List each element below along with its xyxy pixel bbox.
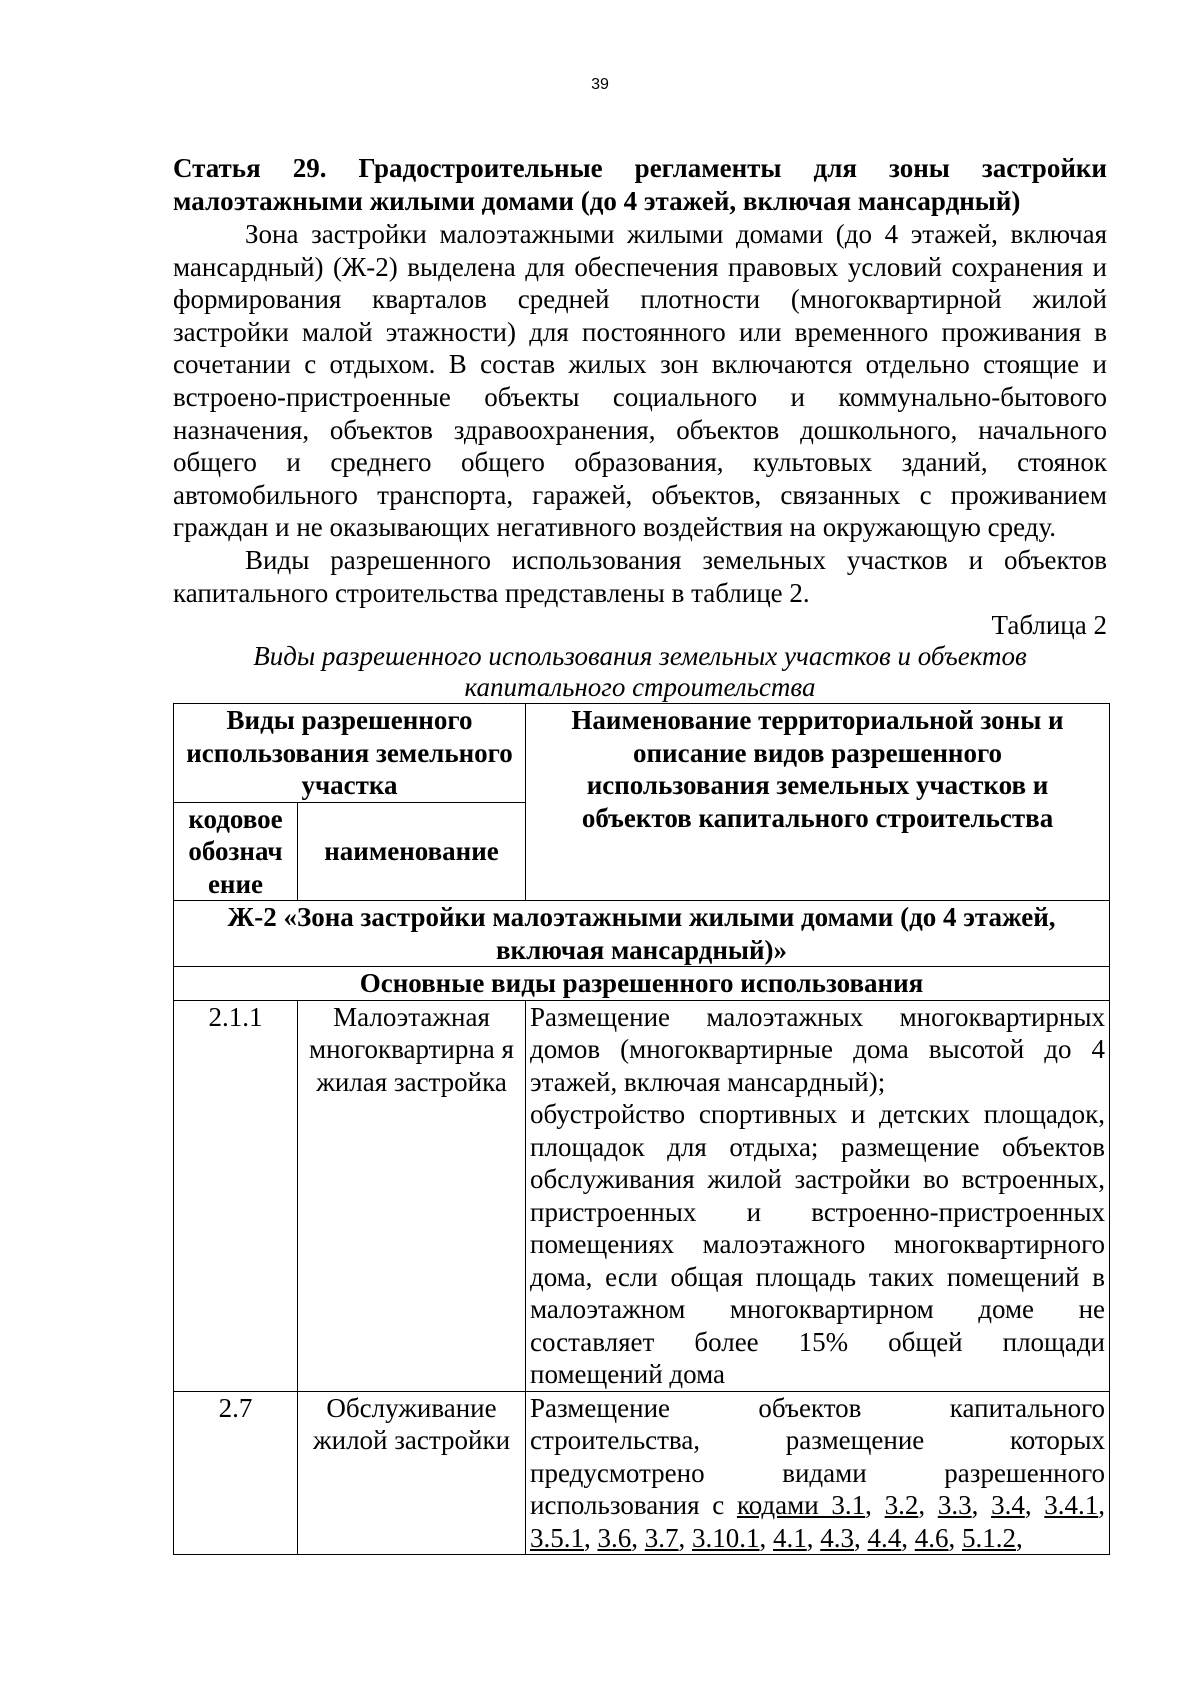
section-title: Основные виды разрешенного использования xyxy=(174,967,1110,1001)
section-title-row xyxy=(174,967,1110,1001)
header-description: Наименование территориальной зоны и описание видов разрешенного использования земельных участков и объектов капитального строительства xyxy=(526,704,1110,901)
code-reference-link[interactable]: 4.3 xyxy=(820,1522,855,1553)
table-row xyxy=(174,1391,1110,1555)
code-reference-list: кодами 3.1, 3.2, 3.3, 3.4, 3.4.1, 3.5.1, 3.6, 3.7, 3.10.1, 4.1, 4.3, 4.4, 4.6, 5.1.2, xyxy=(530,1490,1106,1553)
row-description-prefix: Размещение объектов капитального строительства, размещение которых предусмотрено видами разрешенного использования с xyxy=(530,1392,1106,1521)
code-reference-link[interactable]: 3.10.1 xyxy=(692,1522,760,1553)
article-title: Статья 29. Градостроительные регламенты для зоны застройки малоэтажными жилыми домами (до 4 этажей, включая мансардный) xyxy=(173,153,1107,216)
table-header-row xyxy=(174,704,1110,803)
code-reference-link[interactable]: 3.4 xyxy=(991,1490,1025,1521)
code-reference-link[interactable]: кодами 3.1 xyxy=(736,1490,866,1521)
page-number: 39 xyxy=(591,76,609,93)
code-reference-link[interactable]: 4.4 xyxy=(867,1522,902,1553)
code-reference-link[interactable]: 3.4.1 xyxy=(1044,1490,1099,1521)
header-name: наименование xyxy=(298,802,526,901)
zone-title: Ж-2 «Зона застройки малоэтажными жилыми домами (до 4 этажей, включая мансардный)» xyxy=(174,901,1110,967)
code-reference-link[interactable]: 3.3 xyxy=(937,1490,972,1521)
table-caption: Виды разрешенного использования земельных участков и объектов капитального строительства xyxy=(253,641,1027,703)
code-reference-link[interactable]: 3.5.1 xyxy=(530,1522,585,1553)
article-paragraph-1: Зона застройки малоэтажными жилыми домами (до 4 этажей, включая мансардный) (Ж-2) выделена для обеспечения правовых условий сохранения и формирования кварталов средней плотности (многоквартирной жилой застройки малой этажности) для постоянного или временного проживания в сочетании с отдыхом. В состав жилых зон включаются отдельно стоящие и встроено-пристроенные объекты социального и коммунально-бытового назначения, объектов здравоохранения, объектов дошкольного, начального общего и среднего общего образования, культовых зданий, стоянок автомобильного транспорта, гаражей, объектов, связанных с проживанием граждан и не оказывающих негативного воздействия на окружающую среду. xyxy=(173,219,1107,543)
code-reference-link[interactable]: 4.1 xyxy=(773,1522,807,1553)
code-reference-link[interactable]: 4.6 xyxy=(914,1522,949,1553)
article-paragraph-2: Виды разрешенного использования земельных участков и объектов капитального строительства представлены в таблице 2. xyxy=(173,544,1107,608)
row-description-part-2: обустройство спортивных и детских площадок, площадок для отдыха; размещение объектов обслуживания жилой застройки во встроенных, пристроенных и встроенно-пристроенных помещениях малоэтажного многоквартирного дома, если общая площадь таких помещений в малоэтажном многоквартирном доме не составляет более 15% общей площади помещений дома xyxy=(530,1099,1106,1390)
header-permitted-use-group: Виды разрешенного использования земельного участка xyxy=(174,704,526,803)
zone-title-row xyxy=(174,901,1110,967)
row-name: Обслуживание жилой застройки xyxy=(298,1391,526,1555)
header-code: кодовое обознач ение xyxy=(174,802,298,901)
row-description xyxy=(526,1391,1110,1555)
row-code: 2.7 xyxy=(174,1391,298,1555)
table-row xyxy=(174,1000,1110,1391)
row-description-text xyxy=(530,1392,1105,1555)
code-reference-link[interactable]: 3.6 xyxy=(597,1522,632,1553)
table-label: Таблица 2 xyxy=(991,610,1107,641)
code-reference-link[interactable]: 3.7 xyxy=(644,1522,679,1553)
code-reference-link[interactable]: 5.1.2 xyxy=(962,1522,1017,1553)
regulations-table xyxy=(173,703,1110,1555)
document-body xyxy=(173,152,1107,1555)
row-description xyxy=(526,1000,1110,1391)
code-reference-link[interactable]: 3.2 xyxy=(884,1490,919,1521)
row-name: Малоэтажная многоквартирна я жилая застройка xyxy=(298,1000,526,1391)
row-description-part-1: Размещение малоэтажных многоквартирных домов (многоквартирные дома высотой до 4 этажей, включая мансардный); xyxy=(530,1001,1106,1097)
row-code: 2.1.1 xyxy=(174,1000,298,1391)
